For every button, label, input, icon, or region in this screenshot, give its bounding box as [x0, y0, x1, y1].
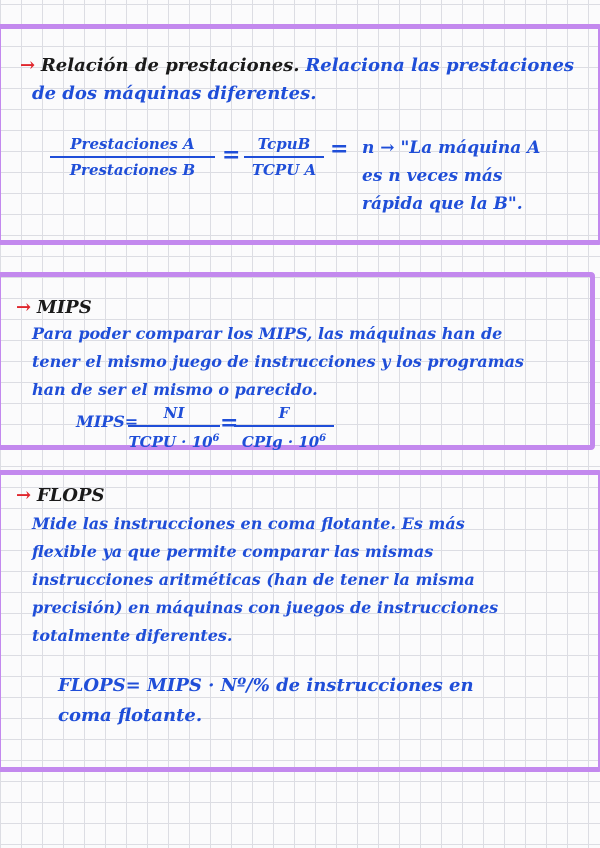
equals-sign: = — [222, 142, 241, 168]
fraction-bar — [234, 425, 334, 427]
section3-line-4: precisión) en máquinas con juegos de instrucciones — [32, 598, 499, 617]
result-line-c: rápida que la B". — [362, 194, 523, 214]
section2-heading: MIPS — [36, 297, 92, 318]
result-line-b: es n veces más — [362, 166, 503, 186]
section3-heading: FLOPS — [36, 485, 105, 506]
section2-line-3: han de ser el mismo o parecido. — [32, 380, 318, 399]
frac-denominator-base: CPIg · 10 — [241, 433, 320, 451]
section3-line-5: totalmente diferentes. — [32, 626, 233, 645]
equals-sign: = — [220, 410, 239, 436]
fraction-bar — [50, 156, 215, 158]
section1-intro-a: Relaciona las prestaciones — [305, 55, 575, 76]
section3-heading-row — [16, 484, 104, 508]
frac-denominator: TCPU A — [251, 161, 317, 179]
result-line-a: n → "La máquina A — [362, 138, 541, 158]
section1-heading-row — [20, 54, 574, 78]
fraction-prestaciones — [50, 134, 215, 180]
mips-formula-label: MIPS= — [76, 412, 139, 431]
frac-denominator-base: TCPU · 10 — [128, 433, 213, 451]
fraction-mips-f — [234, 403, 334, 452]
section1-intro-b: de dos máquinas diferentes. — [32, 83, 317, 104]
section1-heading: Relación de prestaciones. — [40, 55, 300, 76]
frac-denominator — [234, 429, 334, 452]
section3-line-1: Mide las instrucciones en coma flotante. Es más — [32, 514, 465, 533]
frac-numerator: TcpuB — [257, 135, 311, 153]
flops-formula-b: coma flotante. — [58, 705, 203, 726]
exponent: 6 — [212, 433, 220, 444]
frac-denominator: Prestaciones B — [69, 161, 196, 179]
red-arrow-icon: → — [16, 485, 32, 506]
red-arrow-icon: → — [20, 55, 36, 76]
frac-numerator: Prestaciones A — [70, 135, 195, 153]
flops-formula-a: FLOPS= MIPS · Nº/% de instrucciones en — [58, 675, 474, 696]
section2-line-2: tener el mismo juego de instrucciones y los programas — [32, 352, 524, 371]
red-arrow-icon: → — [16, 297, 32, 318]
section3-line-2: flexible ya que permite comparar las mismas — [32, 542, 434, 561]
fraction-bar — [244, 156, 324, 158]
fraction-tcpu — [244, 134, 324, 180]
frac-numerator: F — [278, 404, 290, 422]
section2-heading-row — [16, 296, 92, 320]
exponent: 6 — [319, 433, 327, 444]
equals-sign-2: = — [330, 136, 349, 162]
fraction-mips-ni — [128, 403, 220, 452]
frac-denominator — [128, 429, 220, 452]
fraction-bar — [128, 425, 220, 427]
section2-line-1: Para poder comparar los MIPS, las máquinas han de — [32, 324, 503, 343]
section3-line-3: instrucciones aritméticas (han de tener la misma — [32, 570, 475, 589]
frac-numerator: NI — [163, 404, 185, 422]
